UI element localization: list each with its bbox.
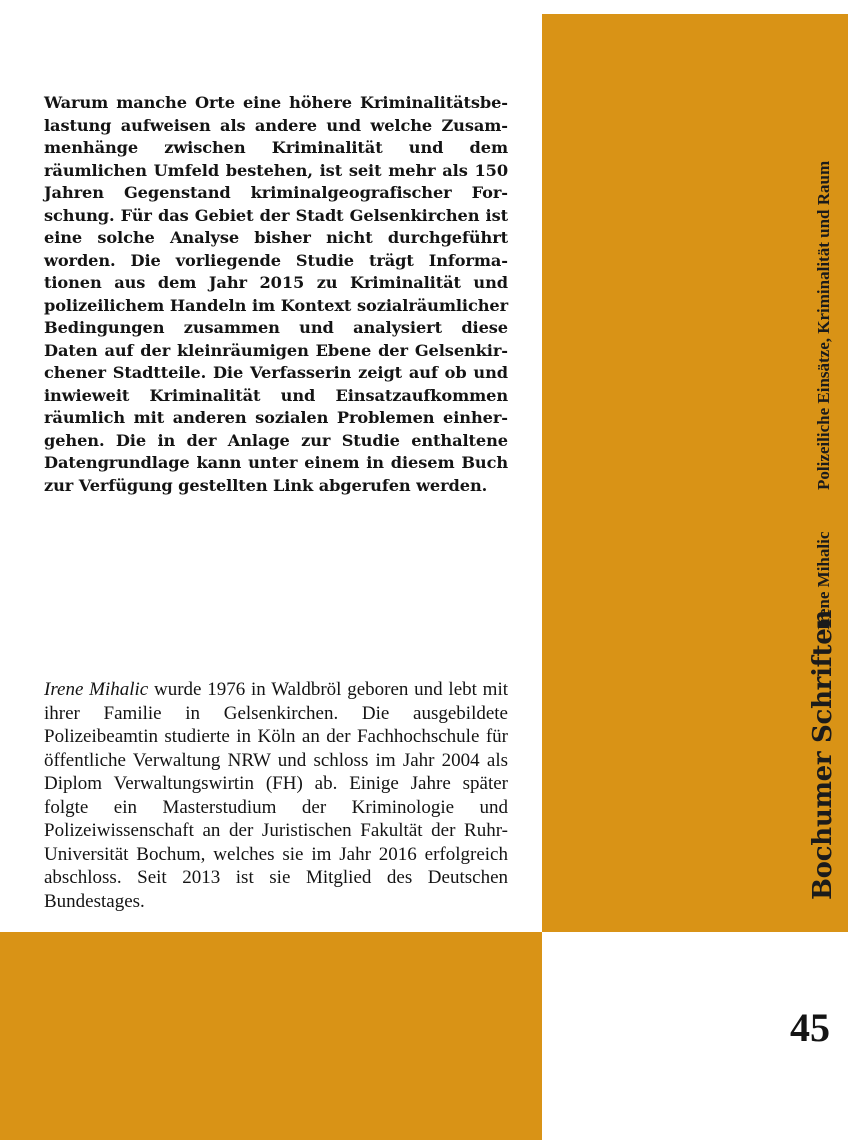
author-bio [44,678,508,913]
author-bio-text: wurde 1976 in Waldbröl geboren und lebt mit ihrer Familie in Gelsenkirchen. Die ausgebildete Polizeibeamtin studierte in Köln an der Fachhochschule für öffentliche Verwaltung NRW und schloss im Jahr 2004 als Diplom Verwaltungswirtin (FH) ab. Einige Jahre später folgte ein Masterstudium der Kriminologie und Polizeiwissenschaft an der Juristischen Fakultät der Ruhr-Universität Bochum, welches sie im Jahr 2016 erfolgreich abschloss. Seit 2013 ist sie Mitglied des Deutschen Bundestages. [44,679,509,912]
accent-block-bottom [0,932,542,1140]
spine-author: Irene Mihalic [814,531,833,630]
book-blurb: Warum manche Orte eine höhere Kriminalitätsbelastung aufweisen als andere und welche Zusammenhänge zwischen Kriminalität und dem räumlichen Umfeld bestehen, ist seit mehr als 150 Jahren Gegenstand kriminalgeografischer Forschung. Für das Gebiet der Stadt Gelsenkirchen ist eine solche Analyse bisher nicht durchgeführt worden. Die vorliegende Studie trägt Informationen aus dem Jahr 2015 zu Kriminalität und polizeilichem Handeln im Kontext sozialräumlicher Bedingungen zusammen und analysiert diese Daten auf der kleinräumigen Ebene der Gelsenkirchener Stadtteile. Die Verfasserin zeigt auf ob und inwieweit Kriminalität und Einsatzaufkommen räumlich mit anderen sozialen Problemen einhergehen. Die in der Anlage zur Studie enthaltene Datengrundlage kann unter einem in diesem Buch zur Verfügung gestellten Link abgerufen werden. [44,93,508,495]
spine-book-title: Polizeiliche Einsätze, Kriminalität und Raum [814,160,833,490]
author-bio-name: Irene Mihalic [44,679,149,700]
accent-block-right [542,14,848,932]
series-title: Bochumer Schriften [808,609,838,900]
volume-number: 45 [790,1005,830,1050]
